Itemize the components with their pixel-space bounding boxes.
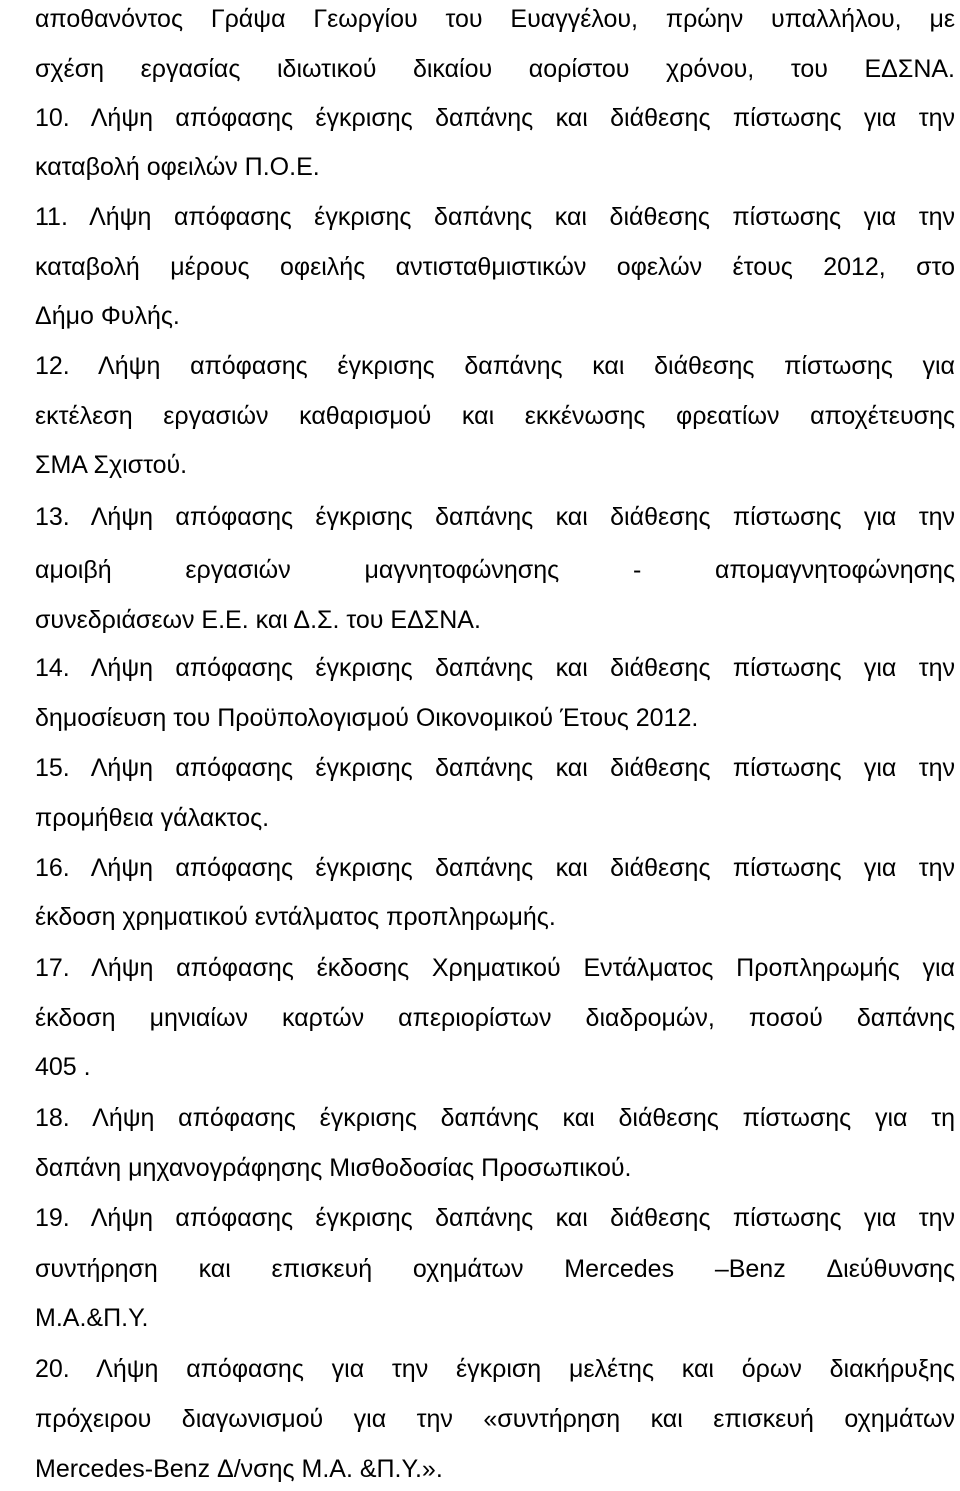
- item-19-line: 19. Λήψη απόφασης έγκρισης δαπάνης και διάθεσης πίστωσης για την: [35, 1204, 955, 1232]
- item-13-line: 13. Λήψη απόφασης έγκρισης δαπάνης και διάθεσης πίστωσης για την: [35, 503, 955, 531]
- item-20-line: 20. Λήψη απόφασης για την έγκριση μελέτης και όρων διακήρυξης: [35, 1355, 955, 1383]
- text-line: αποθανόντος Γράψα Γεωργίου του Ευαγγέλου, πρώην υπαλλήλου, με: [35, 5, 955, 33]
- text-line: ΣΜΑ Σχιστού.: [35, 451, 188, 479]
- text-line: καταβολή οφειλών Π.Ο.Ε.: [35, 153, 320, 181]
- text-line: Μ.Α.&Π.Υ.: [35, 1304, 149, 1332]
- text-line: αμοιβή εργασιών μαγνητοφώνησης - απομαγνητοφώνησης: [35, 556, 955, 584]
- text-line: έκδοση μηνιαίων καρτών απεριορίστων διαδρομών, ποσού δαπάνης: [35, 1004, 955, 1032]
- text-line: 405 .: [35, 1053, 91, 1081]
- text-line: έκδοση χρηματικού εντάλματος προπληρωμής.: [35, 903, 556, 931]
- text-line: προμήθεια γάλακτος.: [35, 804, 270, 832]
- text-line: Mercedes-Benz Δ/νσης Μ.Α. &Π.Υ.».: [35, 1455, 443, 1483]
- text-line: συντήρηση και επισκευή οχημάτων Mercedes –Benz Διεύθυνσης: [35, 1255, 955, 1283]
- item-14-line: 14. Λήψη απόφασης έγκρισης δαπάνης και διάθεσης πίστωσης για την: [35, 654, 955, 682]
- item-12-line: 12. Λήψη απόφασης έγκρισης δαπάνης και διάθεσης πίστωσης για: [35, 352, 955, 380]
- item-18-line: 18. Λήψη απόφασης έγκρισης δαπάνης και διάθεσης πίστωσης για τη: [35, 1104, 955, 1132]
- item-10-line: 10. Λήψη απόφασης έγκρισης δαπάνης και διάθεσης πίστωσης για την: [35, 104, 955, 132]
- item-11-line: 11. Λήψη απόφασης έγκρισης δαπάνης και διάθεσης πίστωσης για την: [35, 203, 955, 231]
- text-line: καταβολή μέρους οφειλής αντισταθμιστικών οφελών έτους 2012, στο: [35, 253, 955, 281]
- text-line: σχέση εργασίας ιδιωτικού δικαίου αορίστου χρόνου, του ΕΔΣΝΑ.: [35, 55, 955, 83]
- text-line: πρόχειρου διαγωνισμού για την «συντήρηση και επισκευή οχημάτων: [35, 1405, 955, 1433]
- text-line: Δήμο Φυλής.: [35, 302, 180, 330]
- text-line: δημοσίευση του Προϋπολογισμού Οικονομικού Έτους 2012.: [35, 704, 699, 732]
- text-line: εκτέλεση εργασιών καθαρισμού και εκκένωσης φρεατίων αποχέτευσης: [35, 402, 955, 430]
- item-17-line: 17. Λήψη απόφασης έκδοσης Χρηματικού Εντάλματος Προπληρωμής για: [35, 954, 955, 982]
- text-line: συνεδριάσεων Ε.Ε. και Δ.Σ. του ΕΔΣΝΑ.: [35, 606, 481, 634]
- item-16-line: 16. Λήψη απόφασης έγκρισης δαπάνης και διάθεσης πίστωσης για την: [35, 854, 955, 882]
- item-15-line: 15. Λήψη απόφασης έγκρισης δαπάνης και διάθεσης πίστωσης για την: [35, 754, 955, 782]
- text-line: δαπάνη μηχανογράφησης Μισθοδοσίας Προσωπικού.: [35, 1154, 632, 1182]
